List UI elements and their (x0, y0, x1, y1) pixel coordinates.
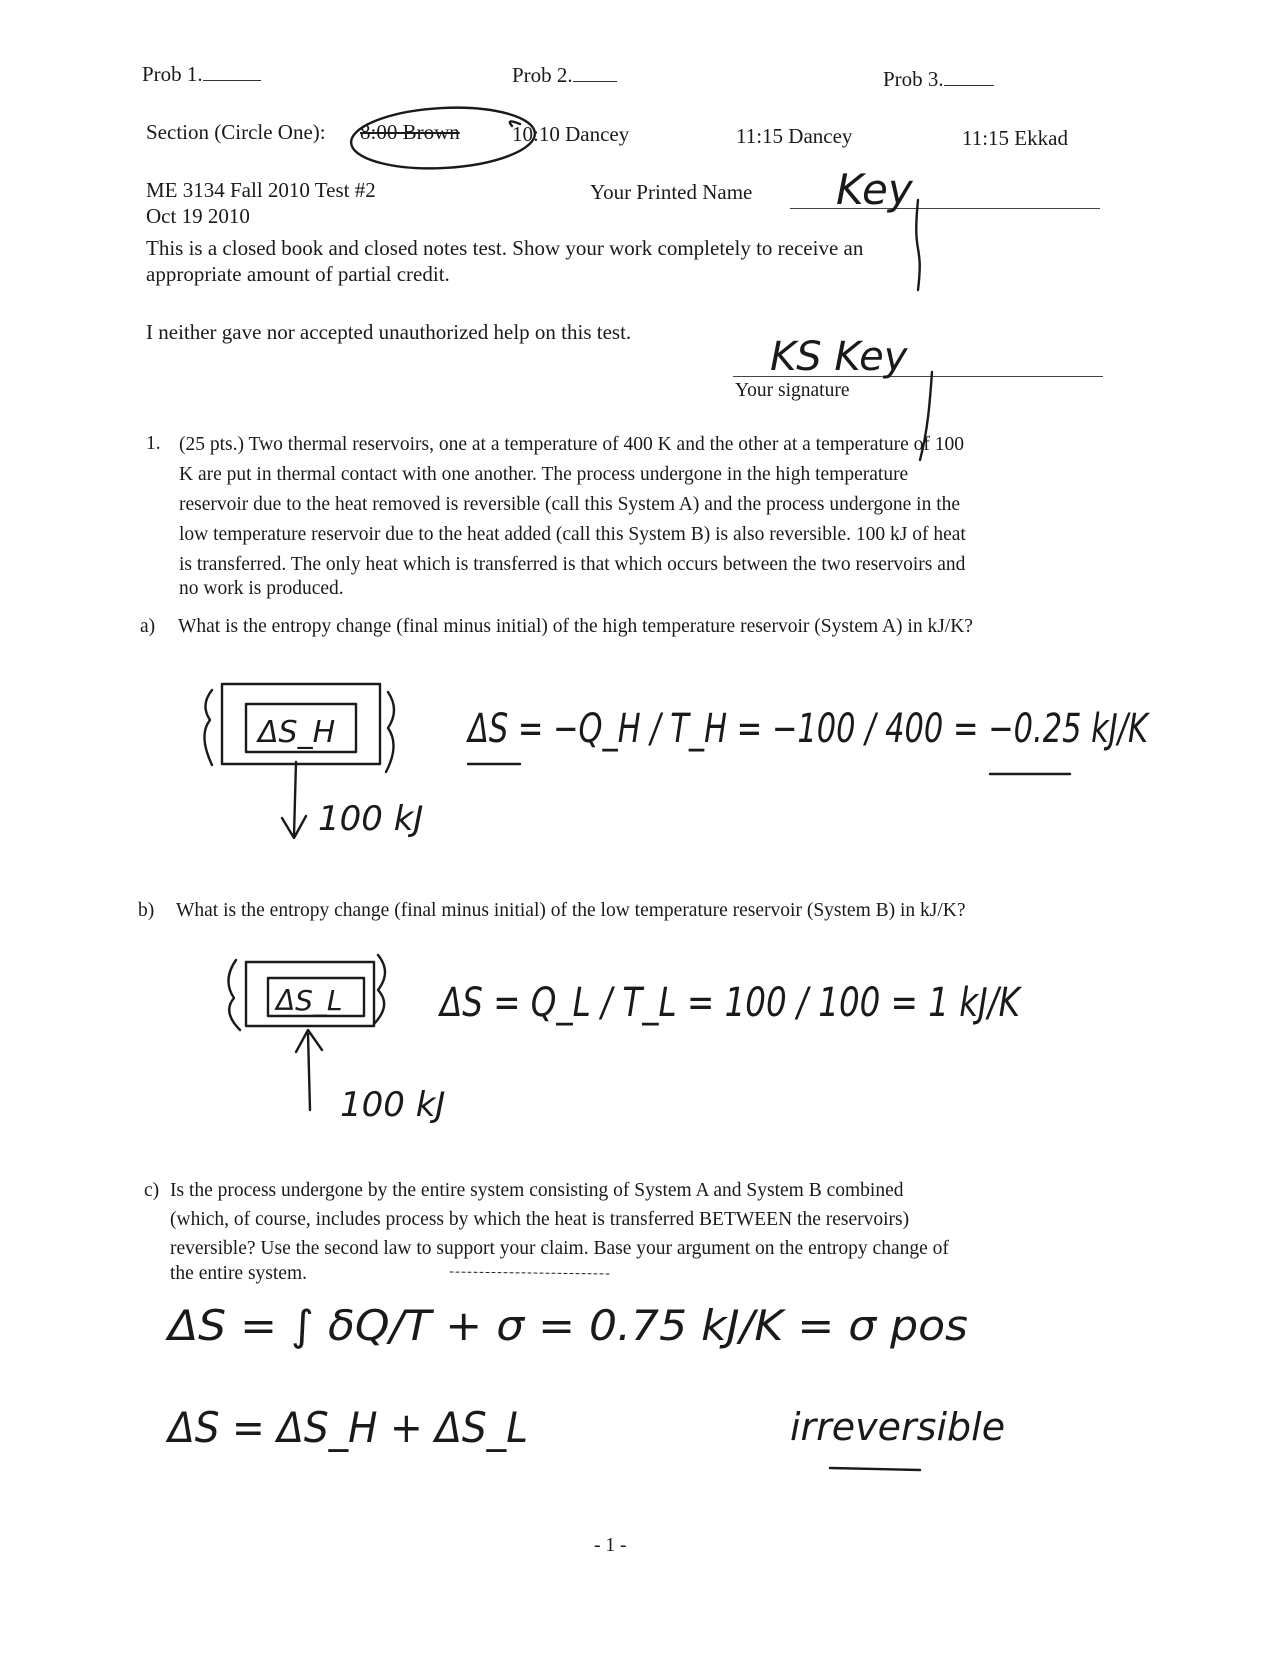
statement-line: low temperature reservoir due to the heat added (call this System B) is also reversible. 100 kJ of heat (179, 524, 966, 545)
arrow-a-label: 100 kJ (318, 799, 424, 839)
section-option-dancey-1115: 11:15 Dancey (736, 124, 853, 148)
part-a-question: What is the entropy change (final minus initial) of the high temperature reservoir (System A) in kJ/K? (178, 616, 973, 637)
underline-c-question (450, 1272, 610, 1274)
statement-line: is transferred. The only heat which is transferred is that which occurs between the two reservoirs and (179, 554, 966, 575)
brace-left-b (228, 960, 240, 1030)
box-b-label: ΔS_L (276, 984, 343, 1017)
box-a-label: ΔS_H (258, 715, 336, 750)
question-line: the entire system. (170, 1263, 308, 1284)
section-option-ekkad: 11:15 Ekkad (962, 126, 1068, 150)
honor-statement: I neither gave nor accepted unauthorized help on this test. (146, 320, 632, 344)
statement-line: reservoir due to the heat removed is reversible (call this System A) and the process undergone in the (179, 494, 961, 515)
part-b-answer: ΔS = Q_L / T_L = 100 / 100 = 1 kJ/K (437, 980, 1023, 1026)
part-b-question: What is the entropy change (final minus initial) of the low temperature reservoir (System B) in kJ/K? (176, 900, 966, 921)
signature-label: Your signature (735, 380, 850, 401)
part-a-answer: ΔS = −Q_H / T_H = −100 / 400 = −0.25 kJ/K (465, 706, 1151, 752)
signature-descender (920, 372, 932, 460)
page-number: - 1 - (594, 1535, 627, 1556)
section-option-brown: 8:00 Brown (360, 120, 460, 144)
statement-line: (25 pts.) Two thermal reservoirs, one at a temperature of 400 K and the other at a temperature of 100 (179, 434, 965, 455)
arrow-b (296, 1030, 322, 1110)
section-circle (350, 103, 537, 173)
brace-right-a (386, 692, 394, 772)
prob2-label: Prob 2. (512, 63, 617, 88)
course-title: ME 3134 Fall 2010 Test #2 (146, 178, 376, 202)
prob3-label: Prob 3. (883, 67, 994, 92)
part-c-work-line-2: ΔS = ΔS_H + ΔS_L (165, 1403, 528, 1452)
arrow-a (282, 762, 306, 838)
underline-c-conclusion (830, 1468, 920, 1470)
instructions-line-1: This is a closed book and closed notes test. Show your work completely to receive an (146, 236, 864, 260)
test-date: Oct 19 2010 (146, 204, 250, 228)
handwritten-signature: KS Key (770, 334, 908, 380)
name-descender (916, 200, 919, 290)
arrow-b-label: 100 kJ (340, 1085, 446, 1125)
part-c-work-line-1: ΔS = ∫ δQ/T + σ = 0.75 kJ/K = σ pos (164, 1301, 968, 1350)
part-b-label: b) (138, 900, 155, 921)
part-a-label: a) (140, 616, 156, 637)
handwritten-name: Key (836, 165, 913, 214)
section-circle-tail (510, 121, 520, 126)
statement-line: no work is produced. (179, 578, 344, 599)
printed-name-label: Your Printed Name (590, 180, 753, 204)
brace-right-b (374, 955, 385, 1024)
section-label: Section (Circle One): (146, 120, 326, 144)
question-line: reversible? Use the second law to support your claim. Base your argument on the entropy change of (170, 1238, 949, 1259)
problem-number: 1. (146, 433, 161, 454)
question-line: Is the process undergone by the entire system consisting of System A and System B combined (170, 1180, 904, 1201)
statement-line: K are put in thermal contact with one another. The process undergone in the high temperature (179, 464, 909, 485)
instructions-line-2: appropriate amount of partial credit. (146, 262, 450, 286)
question-line: (which, of course, includes process by which the heat is transferred BETWEEN the reservoirs) (170, 1209, 910, 1230)
part-c-label: c) (144, 1180, 160, 1201)
part-c-conclusion: irreversible (790, 1405, 1006, 1449)
section-option-dancey-1010: 10:10 Dancey (512, 122, 630, 146)
brace-left-a (204, 690, 212, 765)
prob1-label: Prob 1. (142, 62, 261, 87)
